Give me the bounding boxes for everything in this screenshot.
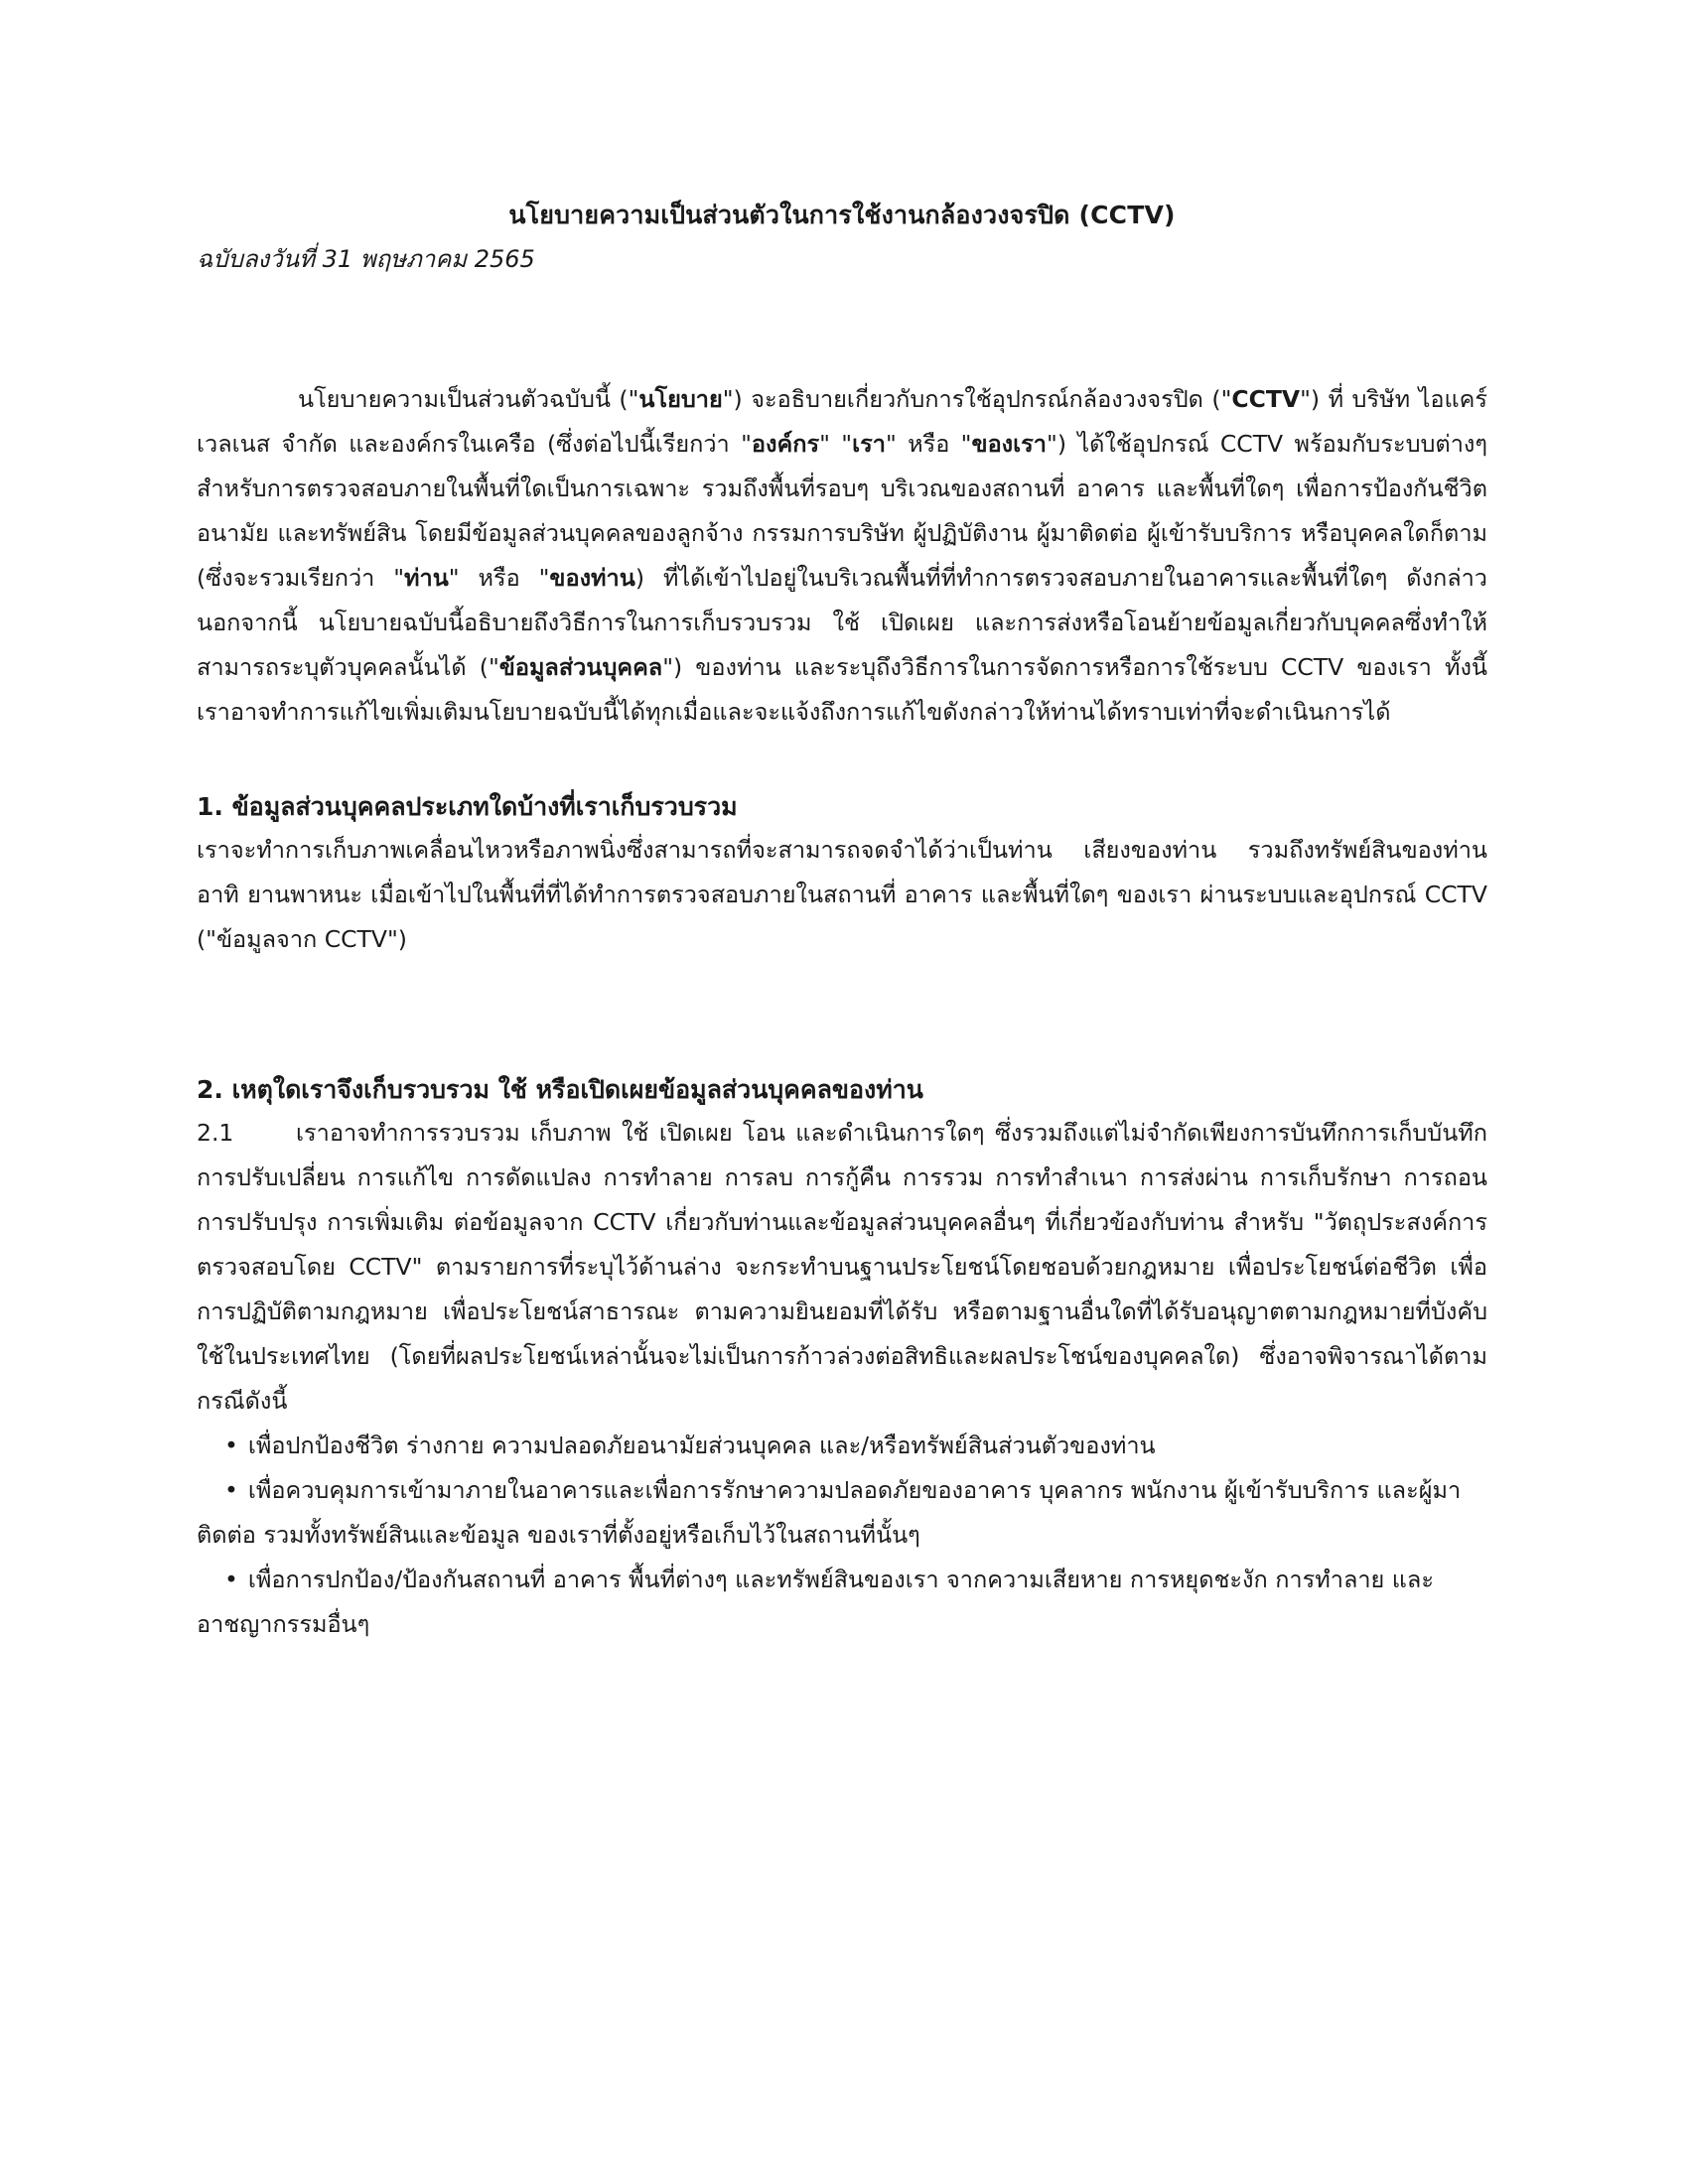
section-2-1-paragraph [197,1111,1487,1424]
section-1-heading: 1. ข้อมูลส่วนบุคคลประเภทใดบ้างที่เราเก็บรวบรวม [197,792,738,821]
intro-term-policy: นโยบาย [638,385,723,413]
intro-text-1: นโยบายความเป็นส่วนตัวฉบับนี้ (" [298,385,639,413]
list-item [197,1558,1487,1647]
intro-text-8: ) ที่ได้เข้าไปอยู่ในบริเวณพื้นที่ที่ทำการตรวจสอบภายในอาคารและพื้นที่ใดๆ ดังกล่าว นอกจากนี้ นโยบายฉบับนี้อธิบายถึงวิธีการในการเก็บรวบรวม ใช้ เปิดเผย และการส่งหรือโอนย้ายข้อมูลเกี่ยวกับบุคคลซึ่งทำให้สามารถระบุตัวบุคคลนั้นได้ (" [197,564,1487,681]
intro-text-3: ") ที่ บริษัท ไอแคร์ เวลเนส จำกัด และองค์กรในเครือ (ซึ่งต่อไปนี้เรียกว่า " [197,385,1487,458]
bullet-icon: • [224,1566,238,1593]
list-item-text: เพื่อควบคุมการเข้ามาภายในอาคารและเพื่อการรักษาความปลอดภัยของอาคาร บุคลากร พนักงาน ผู้เข้ารับบริการ และผู้มาติดต่อ รวมทั้งทรัพย์สินและข้อมูล ของเราที่ตั้งอยู่หรือเก็บไว้ในสถานที่นั้นๆ [197,1476,1462,1549]
list-item-text: เพื่อปกป้องชีวิต ร่างกาย ความปลอดภัยอนามัยส่วนบุคคล และ/หรือทรัพย์สินส่วนตัวของท่าน [247,1432,1156,1459]
section-1-body: เราจะทำการเก็บภาพเคลื่อนไหวหรือภาพนิ่งซึ่งสามารถที่จะสามารถจดจำได้ว่าเป็นท่าน เสียงของท่าน รวมถึงทรัพย์สินของท่าน อาทิ ยานพาหนะ เมื่อเข้าไปในพื้นที่ที่ได้ทำการตรวจสอบภายในสถานที่ อาคาร และพื้นที่ใดๆ ของเรา ผ่านระบบและอุปกรณ์ CCTV ("ข้อมูลจาก CCTV") [197,836,1487,953]
intro-text-4: " " [819,430,853,458]
list-item-text: เพื่อการปกป้อง/ป้องกันสถานที่ อาคาร พื้นที่ต่างๆ และทรัพย์สินของเรา จากความเสียหาย การหยุดชะงัก การทำลาย และอาชญากรรมอื่นๆ [197,1566,1434,1638]
intro-text-7: " หรือ " [448,564,550,592]
section-2-heading: 2. เหตุใดเราจึงเก็บรวบรวม ใช้ หรือเปิดเผยข้อมูลส่วนบุคคลของท่าน [197,1075,923,1104]
intro-term-your: ของท่าน [549,564,635,592]
intro-text-5: " หรือ " [885,430,972,458]
intro-term-cctv: CCTV [1231,385,1301,413]
list-item [197,1468,1487,1558]
bullet-icon: • [224,1432,238,1459]
intro-paragraph [197,377,1487,735]
intro-term-we: เรา [852,430,886,458]
intro-term-you: ท่าน [404,564,449,592]
intro-term-our: ของเรา [971,430,1048,458]
intro-term-organization: องค์กร [751,430,820,458]
document-title: นโยบายความเป็นส่วนตัวในการใช้งานกล้องวงจรปิด (CCTV) [508,201,1176,229]
section-2-1-body: เราอาจทำการรวบรวม เก็บภาพ ใช้ เปิดเผย โอน และดำเนินการใดๆ ซึ่งรวมถึงแต่ไม่จำกัดเพียงการบันทึกการเก็บบันทึก การปรับเปลี่ยน การแก้ไข การดัดแปลง การทำลาย การลบ การกู้คืน การรวม การทำสำเนา การส่งผ่าน การเก็บรักษา การถอน การปรับปรุง การเพิ่มเติม ต่อข้อมูลจาก CCTV เกี่ยวกับท่านและข้อมูลส่วนบุคคลอื่นๆ ที่เกี่ยวข้องกับท่าน สำหรับ "วัตถุประสงค์การตรวจสอบโดย CCTV" ตามรายการที่ระบุไว้ด้านล่าง จะกระทำบนฐานประโยชน์โดยชอบด้วยกฎหมาย เพื่อประโยชน์ต่อชีวิต เพื่อการปฏิบัติตามกฎหมาย เพื่อประโยชน์สาธารณะ ตามความยินยอมที่ได้รับ หรือตามฐานอื่นใดที่ได้รับอนุญาตตามกฎหมายที่บังคับใช้ในประเทศไทย (โดยที่ผลประโยชน์เหล่านั้นจะไม่เป็นการก้าวล่วงต่อสิทธิและผลประโชน์ของบุคคลใด) ซึ่งอาจพิจารณาได้ตามกรณีดังนี้ [197,1119,1487,1415]
document-date: ฉบับลงวันที่ 31 พฤษภาคม 2565 [197,245,535,273]
intro-term-personal-data: ข้อมูลส่วนบุคคล [498,653,663,681]
section-2-1-number: 2.1 [197,1119,234,1147]
intro-text-6: ") ได้ใช้อุปกรณ์ CCTV พร้อมกับระบบต่างๆ สำหรับการตรวจสอบภายในพื้นที่ใดเป็นการเฉพาะ รวมถึงพื้นที่รอบๆ บริเวณของสถานที่ อาคาร และพื้นที่ใดๆ เพื่อการป้องกันชีวิต อนามัย และทรัพย์สิน โดยมีข้อมูลส่วนบุคคลของลูกจ้าง กรรมการบริษัท ผู้ปฏิบัติงาน ผู้มาติดต่อ ผู้เข้ารับบริการ หรือบุคคลใดก็ตาม (ซึ่งจะรวมเรียกว่า " [197,430,1487,592]
intro-text-2: ") จะอธิบายเกี่ยวกับการใช้อุปกรณ์กล้องวงจรปิด (" [722,385,1232,413]
bullet-icon: • [224,1476,238,1504]
list-item [197,1424,1487,1468]
document-page [197,199,1487,1647]
purpose-list [197,1424,1487,1647]
intro-text-9: ") ของท่าน และระบุถึงวิธีการในการจัดการหรือการใช้ระบบ CCTV ของเรา ทั้งนี้ เราอาจทำการแก้ไขเพิ่มเติมนโยบายฉบับนี้ได้ทุกเมื่อและจะแจ้งถึงการแก้ไขดังกล่าวให้ท่านได้ทราบเท่าที่จะดำเนินการได้ [197,653,1488,726]
